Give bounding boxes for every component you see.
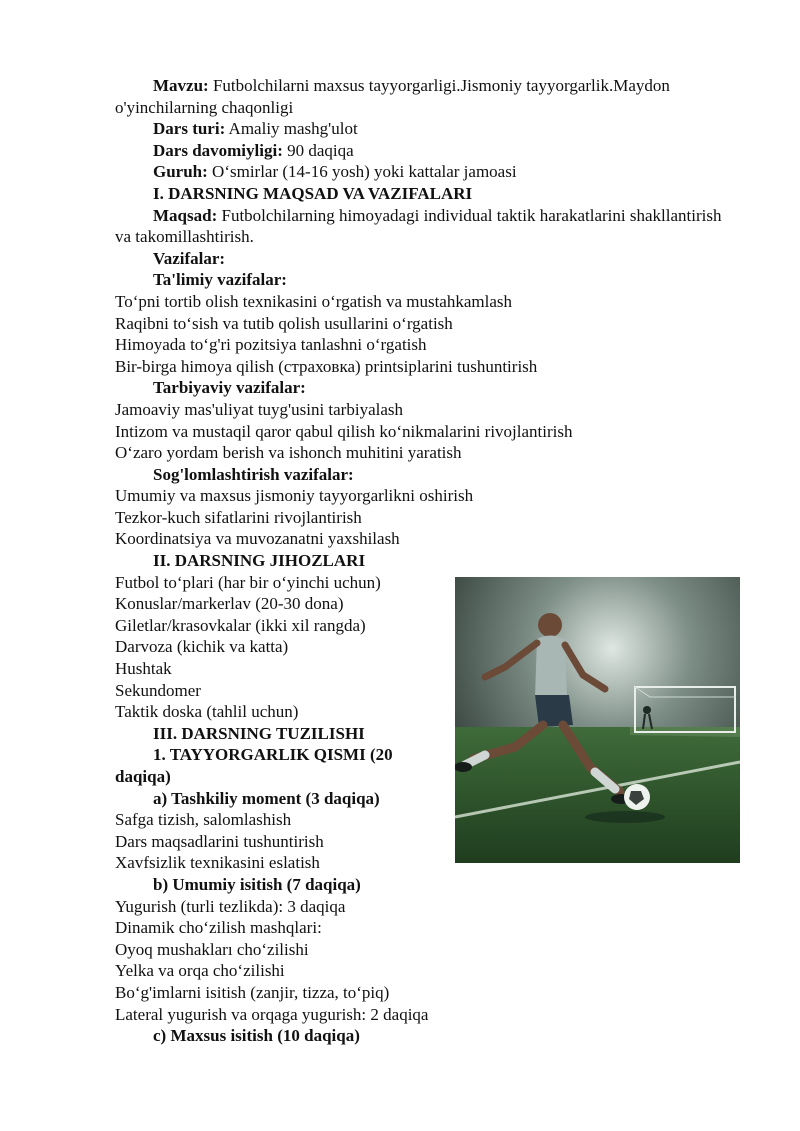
goal-label: Maqsad:	[153, 205, 218, 225]
goal-paragraph	[115, 205, 730, 248]
topic-label: Mavzu:	[153, 76, 209, 95]
topic-text: Futbolchilarni maxsus tayyorgarligi.Jismoniy tayyorgarlik.Maydon o'yinchilarning chaqonligi	[115, 76, 670, 117]
educational-task: To‘pni tortib olish texnikasini o‘rgatish va mustahkamlash	[115, 291, 513, 311]
lesson-type-label: Dars turi:	[153, 119, 226, 139]
section-1-title: I. DARSNING MAQSAD VA VAZIFALARI	[153, 183, 473, 203]
subsection-a-title: a) Tashkiliy moment (3 daqiqa)	[153, 788, 380, 808]
football-player-photo	[455, 577, 740, 863]
subsection-b-item: Oyoq mushakları cho‘zilishi	[115, 939, 309, 959]
tasks-heading: Vazifalar:	[153, 248, 226, 268]
subsection-b-title: b) Umumiy isitish (7 daqiqa)	[153, 874, 361, 894]
duration-label: Dars davomiyligi:	[153, 140, 283, 160]
duration-paragraph	[115, 140, 730, 162]
subsection-c-title: c) Maxsus isitish (10 daqiqa)	[153, 1026, 360, 1046]
equipment-item: Futbol to‘plari (har bir o‘yinchi uchun)	[115, 572, 381, 592]
subsection-b-item: Dinamik cho‘zilish mashqlari:	[115, 918, 322, 938]
duration-text: 90 daqiqa	[282, 140, 354, 160]
goal-text: Futbolchilarning himoyadagi individual taktik harakatlarini shakllantirish va takomillashtirish.	[115, 205, 722, 247]
health-task: Koordinatsiya va muvozanatni yaxshilash	[115, 529, 400, 549]
equipment-item: Darvoza (kichik va katta)	[115, 637, 289, 657]
subsection-b-item: Yelka va orqa cho‘zilishi	[115, 961, 285, 981]
health-task: Umumiy va maxsus jismoniy tayyorgarlikni oshirish	[115, 486, 474, 506]
group-paragraph	[115, 161, 730, 183]
lesson-plan-text	[115, 75, 730, 1047]
educational-task: Himoyada to‘g'ri pozitsiya tanlashni o‘rgatish	[115, 335, 427, 355]
lesson-type-text: Amaliy mashg'ulot	[225, 119, 358, 139]
equipment-item: Konuslar/markerlav (20-30 dona)	[115, 594, 344, 614]
upbringing-tasks-heading: Tarbiyaviy vazifalar:	[153, 378, 306, 398]
educational-task: Raqibni to‘sish va tutib qolish usullarini o‘rgatish	[115, 313, 453, 333]
health-tasks-heading: Sog'lomlashtirish vazifalar:	[153, 464, 354, 484]
subsection-a-item: Dars maqsadlarini tushuntirish	[115, 831, 324, 851]
section-3-title: III. DARSNING TUZILISHI	[153, 723, 365, 743]
upbringing-task: O‘zaro yordam berish va ishonch muhitini yaratish	[115, 443, 462, 463]
group-text: O‘smirlar (14-16 yosh) yoki kattalar jamoasi	[207, 162, 517, 182]
equipment-item: Giletlar/krasovkalar (ikki xil rangda)	[115, 615, 366, 635]
section-2-title: II. DARSNING JIHOZLARI	[153, 551, 366, 571]
subsection-b-item: Lateral yugurish va orqaga yugurish: 2 daqiqa	[115, 1004, 429, 1024]
group-label: Guruh:	[153, 162, 208, 182]
subsection-b-item: Bo‘g'imlarni isitish (zanjir, tizza, to‘piq)	[115, 982, 390, 1002]
topic-paragraph	[115, 75, 730, 118]
subsection-a-item: Xavfsizlik texnikasini eslatish	[115, 853, 320, 873]
subsection-b-item: Yugurish (turli tezlikda): 3 daqiqa	[115, 896, 346, 916]
equipment-item: Sekundomer	[115, 680, 201, 700]
lesson-type-paragraph	[115, 118, 730, 140]
educational-task: Bir-birga himoya qilish (страховка) printsiplarini tushuntirish	[115, 356, 538, 376]
health-task: Tezkor-kuch sifatlarini rivojlantirish	[115, 507, 362, 527]
upbringing-task: Intizom va mustaqil qaror qabul qilish ko‘nikmalarini rivojlantirish	[115, 421, 573, 441]
upbringing-task: Jamoaviy mas'uliyat tuyg'usini tarbiyalash	[115, 399, 403, 419]
equipment-item: Hushtak	[115, 659, 172, 679]
equipment-item: Taktik doska (tahlil uchun)	[115, 702, 299, 722]
educational-tasks-heading: Ta'limiy vazifalar:	[153, 270, 287, 290]
subsection-a-item: Safga tizish, salomlashish	[115, 810, 292, 830]
part-1-title: 1. TAYYORGARLIK QISMI (20 daqiqa)	[115, 745, 393, 786]
